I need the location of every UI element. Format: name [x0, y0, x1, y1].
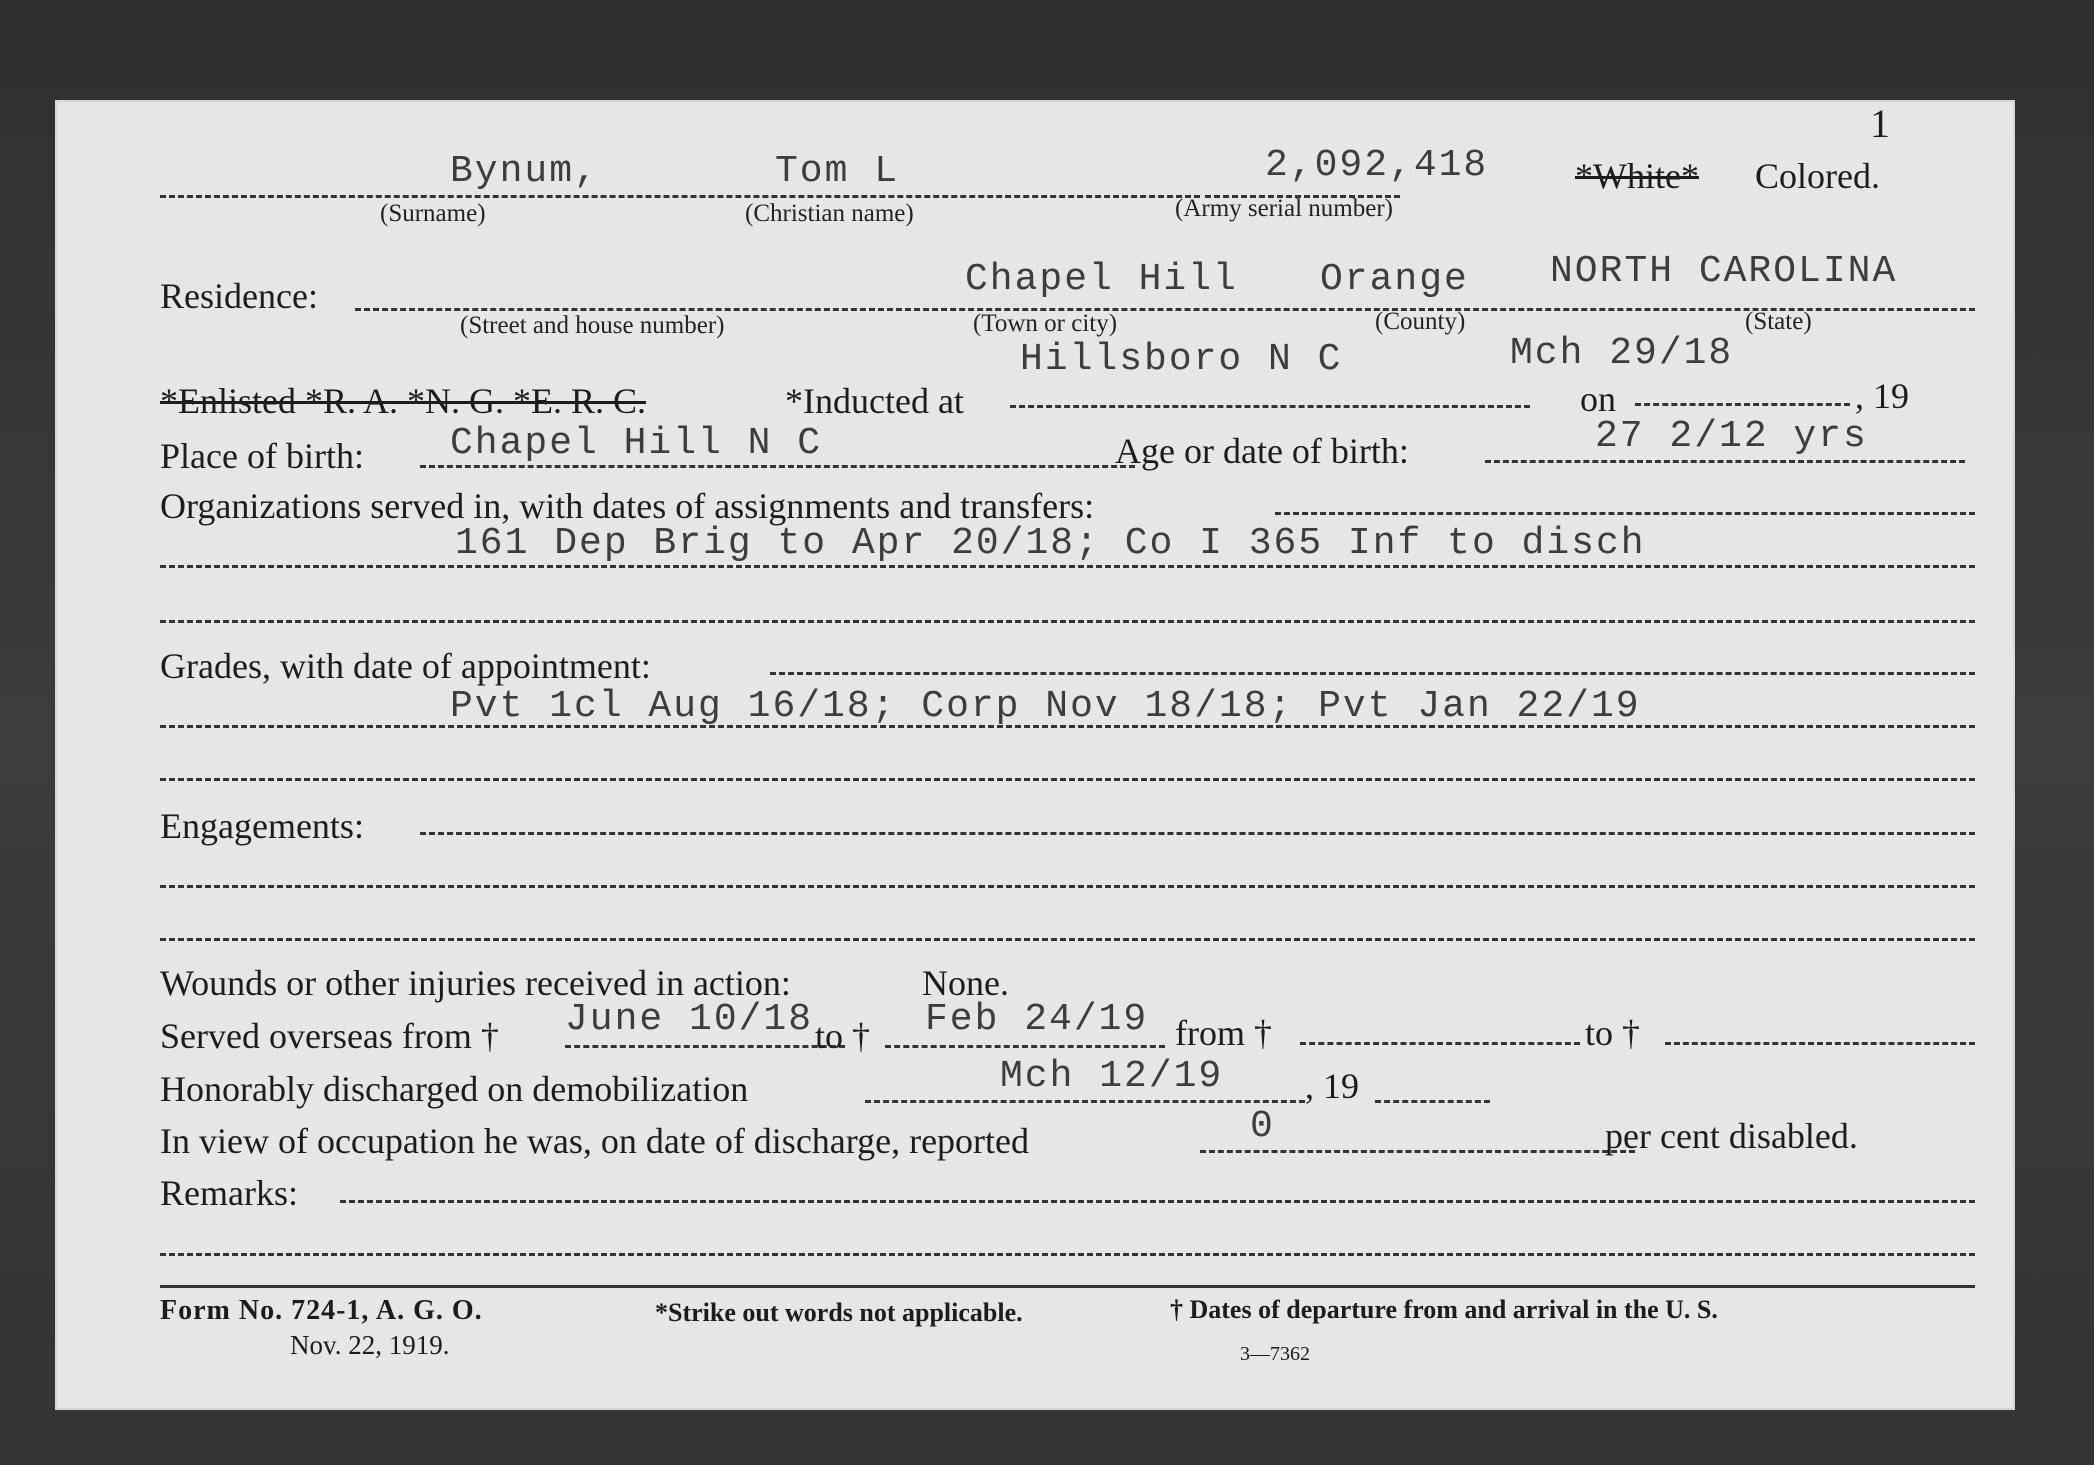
inducted-line	[1010, 405, 1530, 408]
discharge-line	[865, 1100, 1305, 1103]
overseas-label: Served overseas from †	[160, 1016, 499, 1056]
surname-caption: (Surname)	[380, 200, 486, 227]
residence-label: Residence:	[160, 276, 318, 316]
service-record-card	[55, 100, 2015, 1410]
place-of-birth-value: Chapel Hill N C	[450, 422, 823, 465]
place-of-birth-label: Place of birth:	[160, 436, 364, 476]
residence-line	[355, 308, 1975, 311]
disability-suffix: per cent disabled.	[1605, 1116, 1858, 1156]
christian-name-value: Tom L	[775, 150, 900, 193]
card-number: 1	[1870, 101, 1890, 146]
overseas-to2-label: to †	[1585, 1013, 1641, 1053]
age-value: 27 2/12 yrs	[1595, 415, 1868, 458]
remarks-line-0	[340, 1200, 1975, 1203]
surname-value: Bynum,	[450, 150, 599, 193]
enlistment-options-struck: *Enlisted *R. A. *N. G. *E. R. C.	[160, 381, 647, 421]
overseas-from2-label: from †	[1175, 1013, 1272, 1053]
discharge-year: , 19	[1305, 1066, 1359, 1106]
engagements-line-2	[160, 938, 1975, 941]
induction-place: Hillsboro N C	[1020, 338, 1343, 381]
induction-year: , 19	[1855, 376, 1909, 416]
grades-label: Grades, with date of appointment:	[160, 646, 651, 686]
race-colored: Colored.	[1755, 156, 1880, 196]
grades-line-0	[770, 672, 1975, 675]
footer-rule	[160, 1285, 1975, 1288]
residence-state: NORTH CAROLINA	[1550, 250, 1898, 293]
overseas-from2-line	[1300, 1042, 1580, 1045]
organizations-line-2	[160, 620, 1975, 623]
name-line	[160, 195, 1200, 198]
overseas-from-value: June 10/18	[565, 998, 814, 1041]
engagements-label: Engagements:	[160, 806, 364, 846]
overseas-to-value: Feb 24/19	[925, 998, 1149, 1041]
print-code: 3—7362	[1240, 1343, 1310, 1365]
serial-caption: (Army serial number)	[1175, 195, 1393, 222]
form-date: Nov. 22, 1919.	[290, 1330, 450, 1360]
form-number: Form No. 724-1, A. G. O.	[160, 1295, 483, 1326]
residence-county: Orange	[1320, 258, 1469, 301]
age-label: Age or date of birth:	[1115, 431, 1409, 471]
grades-line-2	[160, 778, 1975, 781]
discharge-label: Honorably discharged on demobilization	[160, 1069, 749, 1109]
street-caption: (Street and house number)	[460, 312, 725, 339]
strike-note: *Strike out words not applicable.	[655, 1298, 1023, 1327]
wounds-label: Wounds or other injuries received in action:	[160, 963, 791, 1003]
overseas-to-label: to †	[815, 1016, 871, 1056]
overseas-to-line	[885, 1045, 1165, 1048]
engagements-line-1	[160, 885, 1975, 888]
state-caption: (State)	[1745, 308, 1812, 335]
christian-caption: (Christian name)	[745, 200, 914, 227]
dates-note: † Dates of departure from and arrival in the U. S.	[1170, 1295, 1718, 1324]
induction-date: Mch 29/18	[1510, 332, 1734, 375]
organizations-line-1	[160, 565, 1975, 568]
discharge-date: Mch 12/19	[1000, 1055, 1224, 1098]
serial-number-value: 2,092,418	[1265, 144, 1489, 187]
disability-label: In view of occupation he was, on date of discharge, reported	[160, 1121, 1030, 1161]
overseas-from-line	[565, 1045, 845, 1048]
organizations-value: 161 Dep Brig to Apr 20/18; Co I 365 Inf to disch	[455, 522, 1646, 565]
age-line	[1485, 460, 1965, 463]
disability-line	[1200, 1150, 1635, 1153]
organizations-line-0	[1275, 512, 1975, 515]
birth-place-line	[420, 465, 1135, 468]
disability-value: 0	[1250, 1105, 1275, 1148]
on-date-line	[1635, 403, 1850, 406]
race-white-struck: *White*	[1575, 156, 1699, 196]
residence-town: Chapel Hill	[965, 258, 1238, 301]
on-label: on	[1580, 379, 1616, 419]
grades-value: Pvt 1cl Aug 16/18; Corp Nov 18/18; Pvt Jan 22/19	[450, 685, 1641, 728]
engagements-line-0	[420, 832, 1975, 835]
overseas-to2-line	[1665, 1042, 1975, 1045]
organizations-label: Organizations served in, with dates of assignments and transfers:	[160, 486, 1095, 526]
town-caption: (Town or city)	[973, 310, 1118, 337]
county-caption: (County)	[1375, 308, 1466, 335]
discharge-year-line	[1375, 1100, 1490, 1103]
wounds-value: None.	[922, 963, 1009, 1003]
remarks-label: Remarks:	[160, 1173, 298, 1213]
inducted-at-label: *Inducted at	[785, 381, 964, 421]
remarks-line-1	[160, 1253, 1975, 1256]
